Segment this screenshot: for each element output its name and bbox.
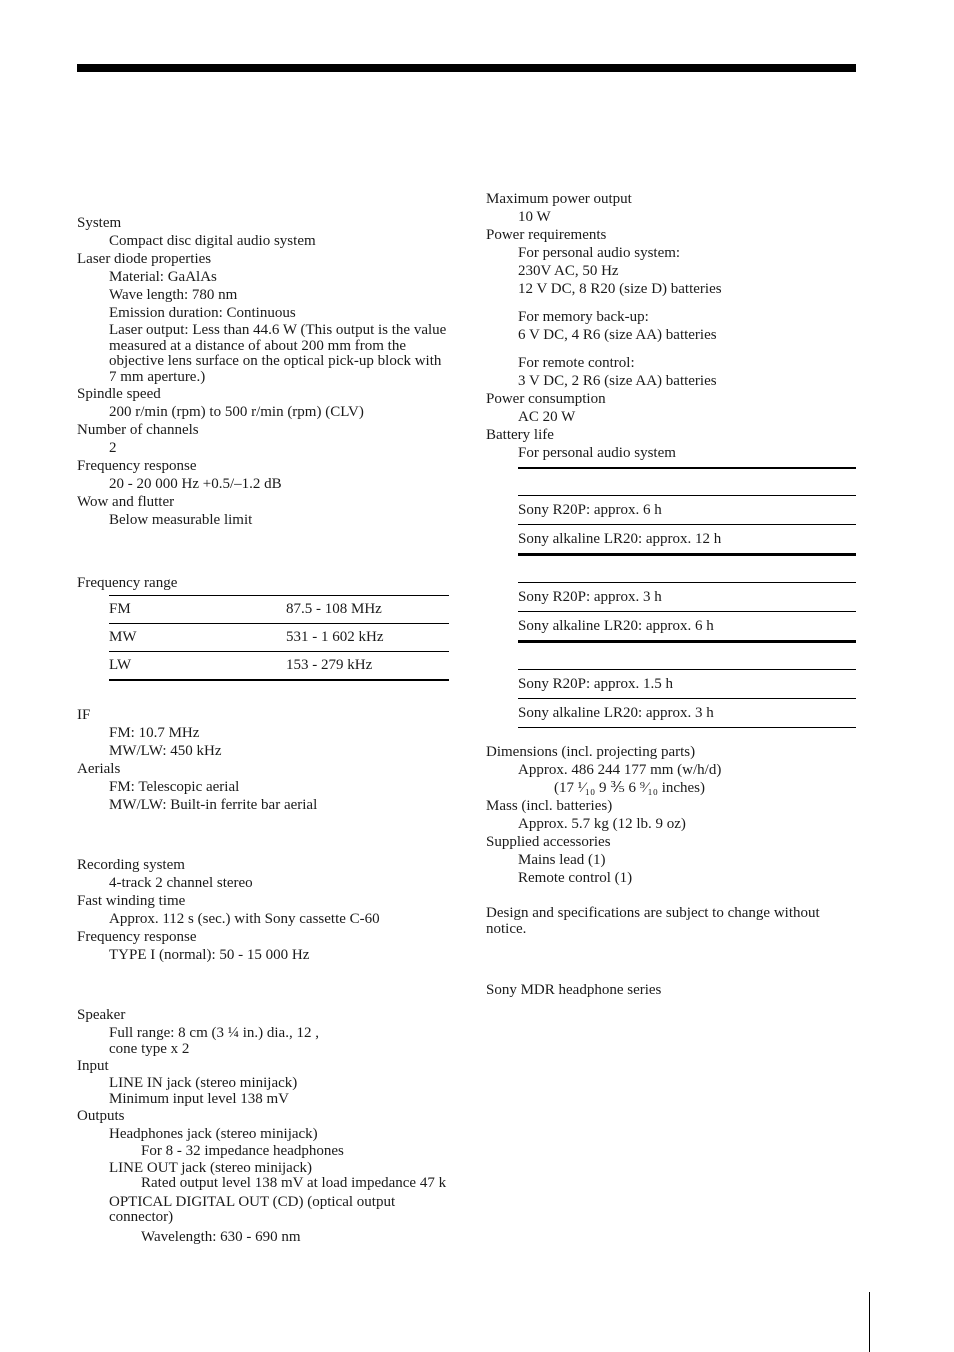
spec-value: 4-track 2 channel stereo: [109, 875, 253, 891]
spec-label: Power requirements: [486, 227, 607, 243]
spec-value: For personal audio system: [518, 445, 676, 461]
spec-value: FM: 10.7 MHz: [109, 725, 200, 741]
spec-value: 10 W: [518, 209, 551, 225]
spec-value: 3 V DC, 2 R6 (size AA) batteries: [518, 373, 717, 389]
table-row: Sony alkaline LR20: approx. 3 h: [518, 698, 856, 728]
spec-label: Power consumption: [486, 391, 606, 407]
spec-label: Supplied accessories: [486, 834, 611, 850]
spec-value: cone type x 2: [109, 1041, 190, 1057]
spec-label: Fast winding time: [77, 893, 186, 909]
radio-section: [77, 574, 449, 681]
spec-value: 20 - 20 000 Hz +0.5/–1.2 dB: [109, 476, 282, 492]
cd-player-section: [77, 214, 449, 529]
spec-value: Minimum input level 138 mV: [109, 1091, 289, 1107]
range-cell: 153 - 279 kHz: [286, 657, 373, 673]
spec-subvalue: Wavelength: 630 - 690 nm: [141, 1228, 301, 1245]
range-cell: 531 - 1 602 kHz: [286, 629, 384, 645]
spec-label: Input: [77, 1058, 109, 1074]
spec-value: TYPE I (normal): 50 - 15 000 Hz: [109, 947, 310, 963]
spec-value: Sony MDR headphone series: [486, 982, 662, 998]
side-rule: [869, 1292, 870, 1352]
general-section: [77, 1006, 449, 1246]
spec-value: Laser output: Less than 44.6 W (This output is the value measured at a distance of about 200 mm from the objective lens surface on the optical pick-up block with 7 mm aperture.): [109, 322, 447, 385]
spec-value: Full range: 8 cm (3 ¼ in.) dia., 12 ,: [109, 1025, 319, 1041]
optional-accessories-section: [486, 981, 856, 999]
spec-label: Number of channels: [77, 422, 199, 438]
spec-value: Material: GaAlAs: [109, 269, 217, 285]
band-cell: FM: [109, 601, 131, 617]
table-row: Sony alkaline LR20: approx. 6 h: [518, 611, 856, 641]
spec-value: LINE OUT jack (stereo minijack): [109, 1160, 312, 1176]
spec-value: Below measurable limit: [109, 512, 253, 528]
notice-text: Design and specifications are subject to change without notice.: [486, 905, 820, 937]
spec-label: Speaker: [77, 1007, 126, 1023]
range-cell: 87.5 - 108 MHz: [286, 601, 382, 617]
battery-group: [518, 554, 856, 641]
power-section: [486, 190, 856, 728]
spec-value: Compact disc digital audio system: [109, 233, 316, 249]
spec-value: 6 V DC, 4 R6 (size AA) batteries: [518, 327, 717, 343]
spec-value: 2: [109, 440, 117, 456]
spec-label: Frequency range: [77, 575, 178, 591]
spec-label: Spindle speed: [77, 386, 161, 402]
tape-section: [77, 856, 449, 964]
table-row: Sony alkaline LR20: approx. 12 h: [518, 524, 856, 554]
spec-label: Battery life: [486, 427, 554, 443]
spec-label: Aerials: [77, 761, 121, 777]
spec-label: Wow and flutter: [77, 494, 175, 510]
spec-label: Laser diode properties: [77, 251, 212, 267]
table-row: [109, 623, 449, 651]
spec-value: For remote control:: [518, 355, 635, 371]
spec-value: For personal audio system:: [518, 245, 681, 261]
spec-subvalue: For 8 - 32 impedance headphones: [141, 1143, 344, 1159]
spec-value: Approx. 5.7 kg (12 lb. 9 oz): [518, 816, 686, 832]
battery-group: [518, 641, 856, 728]
spec-value: Approx. 486 244 177 mm (w/h/d): [518, 762, 722, 778]
dimensions-section: [486, 743, 856, 887]
spec-value: For memory back-up:: [518, 309, 649, 325]
spec-label: Outputs: [77, 1108, 125, 1124]
spec-value: LINE IN jack (stereo minijack): [109, 1075, 298, 1091]
band-cell: MW: [109, 629, 137, 645]
spec-label: Frequency response: [77, 458, 197, 474]
top-rule: [77, 64, 856, 72]
spec-label: IF: [77, 707, 91, 723]
table-row: [109, 596, 449, 623]
spec-value: 12 V DC, 8 R20 (size D) batteries: [518, 281, 722, 297]
radio-if-section: [77, 706, 449, 814]
spec-value: 230V AC, 50 Hz: [518, 263, 619, 279]
spec-value: AC 20 W: [518, 409, 576, 425]
table-row: Sony R20P: approx. 6 h: [518, 495, 856, 524]
spec-label: System: [77, 215, 122, 231]
spec-value: Mains lead (1): [518, 852, 606, 868]
spec-value: FM: Telescopic aerial: [109, 779, 240, 795]
spec-label: Mass (incl. batteries): [486, 798, 613, 814]
spec-value: Approx. 112 s (sec.) with Sony cassette C-60: [109, 911, 380, 927]
table-row: [109, 651, 449, 679]
notice-section: [486, 906, 856, 937]
spec-value: 200 r/min (rpm) to 500 r/min (rpm) (CLV): [109, 404, 364, 420]
spec-subvalue: Rated output level 138 mV at load impedance 47 k: [141, 1175, 447, 1191]
spec-value: MW/LW: 450 kHz: [109, 743, 222, 759]
spec-value: Wave length: 780 nm: [109, 287, 238, 303]
spec-value: MW/LW: Built-in ferrite bar aerial: [109, 797, 318, 813]
battery-group: [518, 467, 856, 554]
table-row: Sony R20P: approx. 3 h: [518, 582, 856, 611]
spec-label: Maximum power output: [486, 191, 632, 207]
spec-value: OPTICAL DIGITAL OUT (CD) (optical output connector): [109, 1193, 396, 1225]
spec-label: Dimensions (incl. projecting parts): [486, 744, 696, 760]
spec-value: Remote control (1): [518, 870, 633, 886]
spec-label: Frequency response: [77, 929, 197, 945]
battery-life-table: [518, 467, 856, 728]
table-row: Sony R20P: approx. 1.5 h: [518, 669, 856, 698]
band-cell: LW: [109, 657, 132, 673]
spec-value: Headphones jack (stereo minijack): [109, 1126, 318, 1142]
spec-label: Recording system: [77, 857, 185, 873]
spec-value: Emission duration: Continuous: [109, 305, 296, 321]
spec-value: (17 ¹⁄₁₀ 9 ⅗ 6 ⁹⁄₁₀ inches): [554, 780, 706, 796]
frequency-table: [109, 595, 449, 681]
